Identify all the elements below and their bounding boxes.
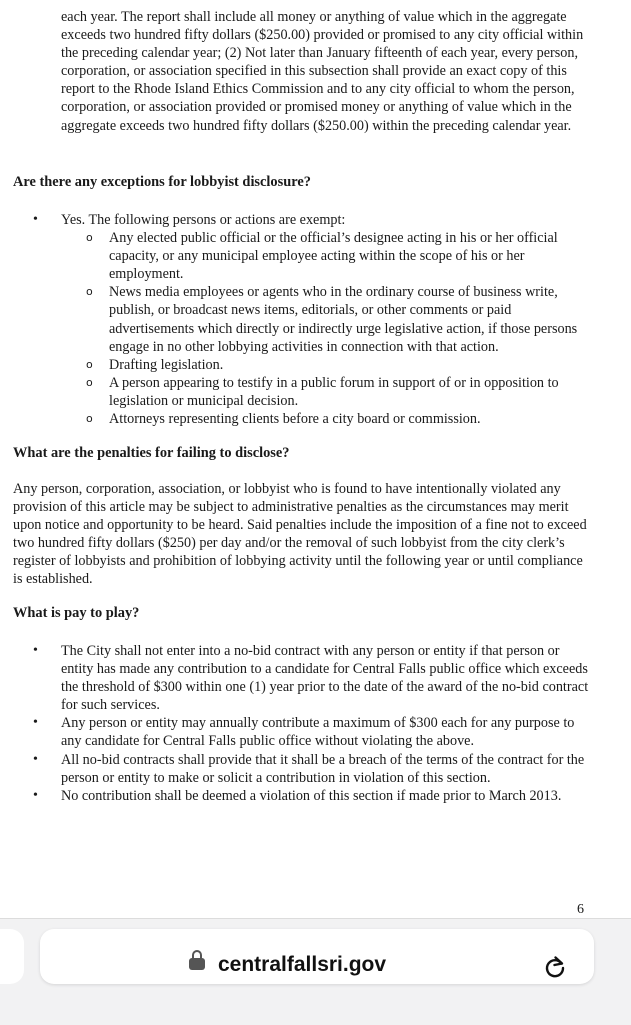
sub-list-item	[61, 410, 589, 428]
circle-bullet-icon: o	[86, 375, 93, 389]
sub-list-item	[61, 374, 589, 410]
list-item	[0, 642, 589, 714]
sub-item-text: Drafting legislation.	[109, 356, 224, 373]
previous-tab-preview[interactable]	[0, 929, 24, 984]
sub-list-item	[61, 283, 589, 355]
page-number: 6	[577, 902, 584, 917]
bullet-text: No contribution shall be deemed a violation of this section if made prior to March 2013.	[61, 787, 562, 804]
intro-paragraph: each year. The report shall include all money or anything of value which in the aggregate exceeds two hundred fifty dollars ($250.00) provided or promised to any city official within the preceding calendar year; (2) Not later than January fifteenth of each year, every person, corporation, or association specified in this subsection shall provide an exact copy of this report to the Rhode Island Ethics Commission and to any city official to whom the person, corporation, or association provided or promised money or anything of value which in the aggregate exceeds two hundred fifty dollars ($250.00) within the preceding calendar year.	[61, 9, 584, 134]
sub-item-text: Attorneys representing clients before a city board or commission.	[109, 411, 481, 428]
circle-bullet-icon: o	[86, 357, 93, 371]
lock-icon	[189, 958, 205, 970]
circle-bullet-icon: o	[86, 285, 93, 299]
sub-list-item	[61, 356, 589, 374]
list-item	[0, 751, 589, 787]
exceptions-sub-list	[61, 229, 589, 428]
penalties-paragraph: Any person, corporation, association, or lobbyist who is found to have intentionally violated any provision of this article may be subject to administrative penalties as the circumstances may merit upon notice and opportunity to be heard. Said penalties include the imposition of a fine not to exceed two hundred fifty dollars ($250) per day and/or the removal of such lobbyist from the city clerk’s register of lobbyists and prohibition of lobbying activity until the following year or until compliance is established.	[13, 481, 587, 588]
url-text[interactable]: centralfallsri.gov	[218, 953, 387, 976]
pay-to-play-list	[0, 642, 589, 805]
sub-item-text: A person appearing to testify in a public forum in support of or in opposition to legislation or municipal decision.	[109, 374, 559, 409]
bullet-icon: •	[33, 715, 38, 731]
bullet-icon: •	[33, 643, 38, 658]
reload-icon[interactable]	[541, 953, 569, 981]
circle-bullet-icon: o	[86, 412, 93, 426]
bullet-icon: •	[33, 751, 38, 767]
bullet-text: Any person or entity may annually contribute a maximum of $300 each for any purpose to any candidate for Central Falls public office without violating the above.	[61, 715, 575, 750]
sub-item-text: Any elected public official or the official’s designee acting in his or her official capacity, or any municipal employee acting within the scope of his or her employment.	[109, 230, 558, 283]
bullet-icon: •	[33, 787, 38, 803]
exceptions-list	[0, 211, 589, 428]
list-item	[0, 787, 589, 805]
bullet-text: The City shall not enter into a no-bid contract with any person or entity if that person or entity has made any contribution to a candidate for Central Falls public office which exceeds the threshold of $300 within one (1) year prior to the date of the award of the no-bid contract for such services.	[61, 643, 589, 714]
exceptions-bullet-text: Yes. The following persons or actions are exempt:	[61, 212, 346, 228]
penalties-heading: What are the penalties for failing to disclose?	[13, 445, 290, 461]
pay-to-play-heading: What is pay to play?	[13, 605, 140, 621]
exceptions-heading: Are there any exceptions for lobbyist disclosure?	[13, 174, 311, 190]
bullet-text: All no-bid contracts shall provide that it shall be a breach of the terms of the contract for the person or entity to make or solicit a contribution in violation of this section.	[61, 751, 585, 786]
list-item	[0, 714, 589, 750]
sub-list-item	[61, 229, 589, 283]
sub-item-text: News media employees or agents who in the ordinary course of business write, publish, or broadcast news items, editorials, or other comments or paid advertisements which directly or indirectly urge legislative action, if those persons engage in no other lobbying activities in connection with that action.	[109, 284, 578, 355]
bullet-icon: •	[33, 212, 38, 227]
circle-bullet-icon: o	[86, 231, 93, 245]
list-item	[0, 211, 589, 428]
